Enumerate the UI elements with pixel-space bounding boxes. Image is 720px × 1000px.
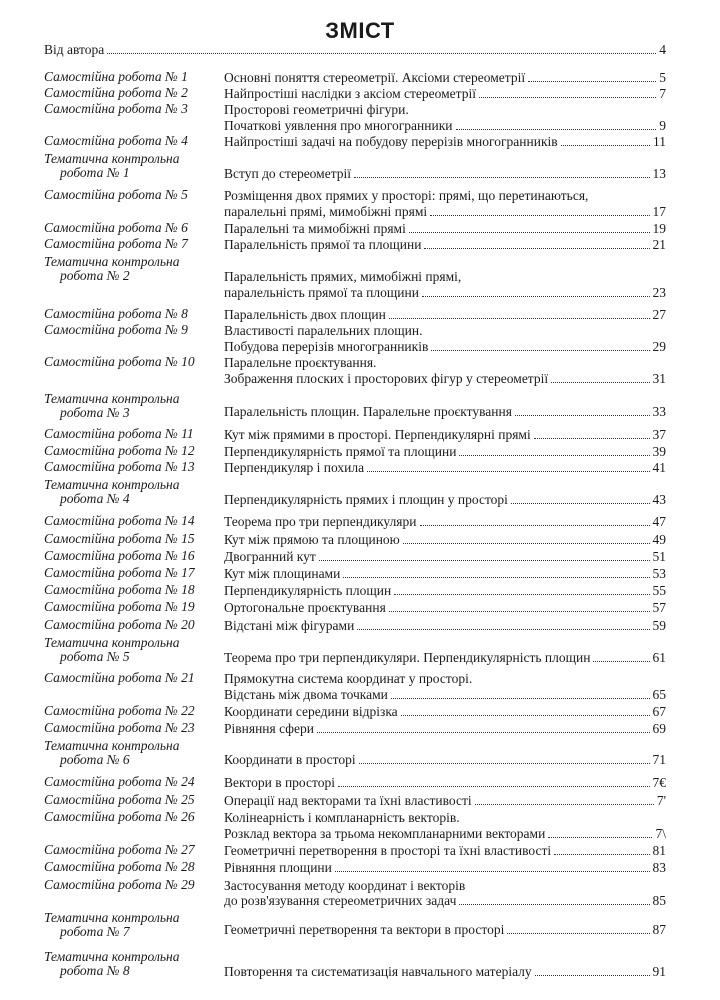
dot-leader: [335, 871, 650, 872]
toc-entry-label-line: робота № 2: [60, 268, 130, 283]
toc-entry-label-line: Тематична контрольна: [44, 254, 180, 269]
toc-page-number: 53: [652, 566, 666, 581]
toc-entry-title-line: [224, 704, 666, 719]
dot-leader: [479, 97, 656, 98]
toc-entry-title-line: [224, 964, 666, 979]
toc-entry-label: [44, 566, 224, 580]
toc-entry-label-line: Тематична контрольна: [44, 151, 180, 166]
toc-entry-title: Вступ до стереометрії: [224, 166, 352, 181]
toc-entry-label-line: робота № 6: [60, 752, 130, 767]
toc-entry-title: Перпендикулярність площин: [224, 583, 392, 598]
toc-entry-label-line: Самостійна робота № 18: [44, 582, 195, 597]
toc-entry-title-line: [224, 285, 666, 300]
toc-entry-title-line: [224, 860, 666, 875]
toc-entry-title: Паралельне проєктування.: [224, 355, 377, 370]
toc-entry-title-line: [224, 793, 666, 808]
toc-page-number: 61: [652, 650, 666, 665]
toc-page-number: 29: [652, 339, 666, 354]
toc-entry-label: [44, 911, 224, 939]
dot-leader: [422, 296, 650, 297]
dot-leader: [459, 904, 649, 905]
toc-entry-title: Повторення та систематизація навчального матеріалу: [224, 964, 532, 979]
toc-entry-label: [44, 532, 224, 546]
toc-entry-label: [44, 307, 224, 321]
toc-entry-label-line: робота № 4: [60, 491, 130, 506]
dot-leader: [367, 471, 649, 472]
dot-leader: [319, 560, 650, 561]
toc-page-number: 57: [652, 600, 666, 615]
toc-entry-label-line: Самостійна робота № 12: [44, 443, 195, 458]
toc-entry-title: Основні поняття стереометрії. Аксіоми стереометрії: [224, 70, 526, 85]
dot-leader: [456, 129, 657, 130]
toc-page-number: 33: [652, 404, 666, 419]
toc-entry-title: Паралельність площин. Паралельне проєктування: [224, 404, 512, 419]
toc-entry-title-line: [224, 460, 666, 475]
toc-entry-title-line: [224, 427, 666, 442]
toc-entry-label-line: Тематична контрольна: [44, 738, 180, 753]
toc-entry-title-line: [224, 721, 666, 736]
toc-entry-label-line: Самостійна робота № 14: [44, 513, 195, 528]
toc-entry-title-line: [224, 323, 666, 338]
toc-entry-label-line: Самостійна робота № 11: [44, 426, 194, 441]
toc-entry-label: [44, 793, 224, 807]
toc-entry-title: Координати в просторі: [224, 752, 356, 767]
toc-entry-title: Відстані між фігурами: [224, 618, 355, 633]
toc-entry-title: Кут між прямою та площиною: [224, 532, 400, 547]
dot-leader: [551, 382, 649, 383]
toc-entry-title-line: [224, 600, 666, 615]
dot-leader: [459, 455, 649, 456]
toc-page-number: 7€: [652, 775, 666, 790]
toc-entry-label: [44, 460, 224, 474]
toc-entry-title-line: [224, 843, 666, 858]
toc-page-number: 87: [652, 922, 666, 937]
toc-page-number: 7: [659, 86, 666, 101]
toc-entry-title-line: [224, 221, 666, 236]
toc-page-number: 11: [653, 134, 666, 149]
toc-entry-title: Геометричні перетворення в просторі та їхні властивості: [224, 843, 552, 858]
dot-leader: [317, 732, 650, 733]
toc-entry-title: Паралельні та мимобіжні прямі: [224, 221, 406, 236]
toc-entry-title: паралельні прямі, мимобіжні прямі: [224, 204, 428, 219]
toc-entry-label-line: Тематична контрольна: [44, 910, 180, 925]
toc-page-number: 85: [652, 893, 666, 908]
toc-entry-title-line: [224, 339, 666, 354]
toc-entry-title-line: [224, 237, 666, 252]
toc-entry-label: [44, 843, 224, 857]
toc-entry-label-line: Самостійна робота № 1: [44, 69, 188, 84]
page-title: ЗМІСТ: [325, 18, 395, 43]
toc-entry-title: Операції над векторами та їхні властивості: [224, 793, 472, 808]
toc-entry-label-line: робота № 5: [60, 649, 130, 664]
toc-entry-label-line: Самостійна робота № 26: [44, 809, 195, 824]
toc-entry-label: [44, 237, 224, 251]
toc-entry-label-line: Самостійна робота № 10: [44, 354, 195, 369]
toc-entry-title-line: [224, 549, 666, 564]
toc-entry-title-line: [224, 307, 666, 322]
toc-page-number: 7': [656, 793, 666, 808]
toc-entry-label-line: Самостійна робота № 16: [44, 548, 195, 563]
toc-entry-title: Від автора: [44, 42, 105, 57]
toc-page-number: 5: [659, 70, 666, 85]
toc-entry-title: Теорема про три перпендикуляри: [224, 514, 417, 529]
toc-entry-label: [44, 70, 224, 84]
toc-entry-title: Теорема про три перпендикуляри. Перпендикулярність площин: [224, 650, 591, 665]
dot-leader: [389, 611, 650, 612]
toc-entry-title: Перпендикуляр і похила: [224, 460, 365, 475]
dot-leader: [507, 933, 649, 934]
toc-page-number: 51: [652, 549, 666, 564]
dot-leader: [430, 215, 649, 216]
toc-page-number: 55: [652, 583, 666, 598]
toc-page-number: 13: [652, 166, 666, 181]
toc-entry-label: [44, 950, 224, 978]
toc-entry-title-line: [224, 269, 666, 284]
dot-leader: [401, 715, 650, 716]
toc-entry-title: Колінеарність і компланарність векторів.: [224, 810, 460, 825]
toc-entry-label-line: Самостійна робота № 22: [44, 703, 195, 718]
toc-entry-title-line: [224, 583, 666, 598]
dot-leader: [534, 438, 650, 439]
toc-entry-title-line: [224, 355, 666, 370]
toc-entry-label-line: Самостійна робота № 2: [44, 85, 188, 100]
toc-entry-title: Прямокутна система координат у просторі.: [224, 671, 473, 686]
toc-entry-label: [44, 600, 224, 614]
toc-entry-title: Геометричні перетворення та вектори в просторі: [224, 922, 505, 937]
toc-page-number: 91: [652, 964, 666, 979]
toc-entry-title-line: [224, 618, 666, 633]
toc-entry-title: Властивості паралельних площин.: [224, 323, 423, 338]
dot-leader: [357, 629, 649, 630]
toc-entry-title: Зображення плоских і просторових фігур у стереометрії: [224, 371, 549, 386]
toc-entry-title: Перпендикулярність прямої та площини: [224, 444, 457, 459]
toc-entry-title-line: [224, 188, 666, 203]
toc-entry-label-line: Самостійна робота № 7: [44, 236, 188, 251]
toc-entry-title: Перпендикулярність прямих і площин у просторі: [224, 492, 508, 507]
toc-entry-label: [44, 549, 224, 563]
toc-entry-title-line: [224, 566, 666, 581]
toc-entry-label: [44, 775, 224, 789]
toc-entry-label-line: Самостійна робота № 23: [44, 720, 195, 735]
toc-entry-title: Рівняння площини: [224, 860, 332, 875]
toc-entry-label-line: Самостійна робота № 19: [44, 599, 195, 614]
dot-leader: [394, 594, 649, 595]
toc-entry-label: [44, 514, 224, 528]
toc-entry-title-line: [224, 752, 666, 767]
toc-entry-label: [44, 704, 224, 718]
toc-page-number: 83: [652, 860, 666, 875]
toc-page-number: 69: [652, 721, 666, 736]
toc-entry-label-line: Самостійна робота № 25: [44, 792, 195, 807]
toc-entry-label: [44, 152, 224, 180]
toc-entry-title: Найпростіші задачі на побудову перерізів многогранників: [224, 134, 558, 149]
toc-entry-label-line: Самостійна робота № 24: [44, 774, 195, 789]
toc-entry-label-line: Самостійна робота № 28: [44, 859, 195, 874]
toc-entry-title-line: [224, 826, 666, 841]
toc-entry-label: [44, 221, 224, 235]
toc-entry-label: [44, 721, 224, 735]
dot-leader: [389, 318, 650, 319]
toc-entry-label: [44, 636, 224, 664]
toc-page-number: 17: [652, 204, 666, 219]
toc-entry-title: Координати середини відрізка: [224, 704, 398, 719]
dot-leader: [554, 854, 649, 855]
toc-entry-label: [44, 134, 224, 148]
toc-entry-label-line: Самостійна робота № 20: [44, 617, 195, 632]
toc-page-number: 9: [659, 118, 666, 133]
toc-page-number: 65: [652, 687, 666, 702]
toc-entry-title-line: [224, 86, 666, 101]
toc-entry-label-line: Тематична контрольна: [44, 391, 180, 406]
toc-entry-label-line: робота № 8: [60, 963, 130, 978]
toc-page-number: 47: [652, 514, 666, 529]
toc-entry-label-line: Самостійна робота № 9: [44, 322, 188, 337]
toc-entry-title: Розміщення двох прямих у просторі: прямі, що перетинаються,: [224, 188, 589, 203]
toc-page-number: 31: [652, 371, 666, 386]
toc-entry-label-line: Самостійна робота № 21: [44, 670, 195, 685]
toc-entry-label-line: Самостійна робота № 13: [44, 459, 195, 474]
dot-leader: [593, 661, 649, 662]
toc-entry-label: [44, 355, 224, 369]
dot-leader: [511, 503, 650, 504]
toc-page-number: 49: [652, 532, 666, 547]
toc-entry-label: [44, 444, 224, 458]
toc-entry-title-line: [224, 404, 666, 419]
toc-entry-title-line: [224, 166, 666, 181]
dot-leader: [420, 525, 650, 526]
toc-entry-title: Паралельність прямих, мимобіжні прямі,: [224, 269, 462, 284]
toc-entry-title-line: [224, 70, 666, 85]
dot-leader: [343, 577, 649, 578]
toc-entry-title: Вектори в просторі: [224, 775, 335, 790]
toc-entry-label: [44, 188, 224, 202]
toc-entry-title: Двогранний кут: [224, 549, 316, 564]
toc-entry-label: [44, 86, 224, 100]
toc-entry-title-line: [224, 134, 666, 149]
toc-page-number: 67: [652, 704, 666, 719]
toc-entry-label: [44, 878, 224, 892]
toc-entry-label-line: робота № 1: [60, 165, 130, 180]
dot-leader: [431, 350, 649, 351]
toc-entry-label-line: Тематична контрольна: [44, 477, 180, 492]
toc-entry-label-line: Самостійна робота № 5: [44, 187, 188, 202]
toc-entry-title: Побудова перерізів многогранників: [224, 339, 429, 354]
toc-entry-label-line: Тематична контрольна: [44, 949, 180, 964]
toc-entry-title-line: [224, 492, 666, 507]
toc-entry-title: Відстань між двома точками: [224, 687, 388, 702]
toc-entry-title-line: [224, 118, 666, 133]
toc-entry-title: Рівняння сфери: [224, 721, 314, 736]
toc-page-number: 37: [652, 427, 666, 442]
toc-page-number: 19: [652, 221, 666, 236]
toc-entry-title-line: [224, 671, 666, 686]
toc-entry-label-line: Самостійна робота № 17: [44, 565, 195, 580]
dot-leader: [391, 698, 650, 699]
toc-page-number: 81: [652, 843, 666, 858]
toc-entry-title-line: [224, 102, 666, 117]
dot-leader: [548, 837, 652, 838]
toc-page-number: 4: [659, 42, 666, 57]
toc-entry-label: [44, 860, 224, 874]
toc-entry-title-line: [224, 514, 666, 529]
toc-entry-label: [44, 102, 224, 116]
toc-entry-title: Розклад вектора за трьома некомпланарними векторами: [224, 826, 546, 841]
dot-leader: [515, 415, 650, 416]
dot-leader: [475, 804, 654, 805]
toc-entry-title-line: [224, 810, 666, 825]
toc-page-number: 71: [652, 752, 666, 767]
toc-entry-label-line: робота № 7: [60, 924, 130, 939]
toc-entry-label-line: Самостійна робота № 8: [44, 306, 188, 321]
toc-entry-label: [44, 739, 224, 767]
toc-page-number: 43: [652, 492, 666, 507]
toc-entry-title-line: [224, 922, 666, 937]
toc-entry-label-line: Самостійна робота № 4: [44, 133, 188, 148]
toc-entry-title-line: [224, 650, 666, 665]
toc-entry-title-line: [224, 878, 666, 893]
toc-entry-label: [44, 810, 224, 824]
toc-page-number: 41: [652, 460, 666, 475]
toc-entry-title-line: [224, 893, 666, 908]
toc-page-number: 23: [652, 285, 666, 300]
dot-leader: [424, 248, 649, 249]
toc-page-number: 59: [652, 618, 666, 633]
toc-entry-title-line: [224, 204, 666, 219]
toc-entry-title: Початкові уявлення про многогранники: [224, 118, 453, 133]
toc-entry-title: до розв'язування стереометричних задач: [224, 893, 457, 908]
toc-entry-label-line: Тематична контрольна: [44, 635, 180, 650]
toc-page-number: 21: [652, 237, 666, 252]
toc-entry-label-line: робота № 3: [60, 405, 130, 420]
toc-page-number: 27: [652, 307, 666, 322]
toc-entry-title-line: [224, 371, 666, 386]
toc-entry-title-line: [224, 532, 666, 547]
toc-entry-title: Паралельність двох площин: [224, 307, 386, 322]
toc-entry-title: Найпростіші наслідки з аксіом стереометрії: [224, 86, 476, 101]
dot-leader: [561, 145, 650, 146]
toc-entry-label: [44, 255, 224, 283]
toc-entry-title: Просторові геометричні фігури.: [224, 102, 409, 117]
dot-leader: [354, 177, 649, 178]
toc-entry-title: Кут між площинами: [224, 566, 341, 581]
dot-leader: [528, 81, 656, 82]
dot-leader: [403, 543, 650, 544]
toc-entry-label: [44, 392, 224, 420]
toc-entry-title: Ортогональне проєктування: [224, 600, 386, 615]
toc-entry-label: [44, 323, 224, 337]
toc-entry-label-line: Самостійна робота № 3: [44, 101, 188, 116]
toc-entry-label: [44, 583, 224, 597]
toc-entry-label-line: Самостійна робота № 29: [44, 877, 195, 892]
toc-entry-title: Паралельність прямої та площини: [224, 237, 422, 252]
toc-entry-title-line: [224, 687, 666, 702]
dot-leader: [359, 763, 650, 764]
toc-entry-label-line: Самостійна робота № 15: [44, 531, 195, 546]
toc-entry-title: паралельність прямої та площини: [224, 285, 419, 300]
toc-entry-title: Кут між прямими в просторі. Перпендикулярні прямі: [224, 427, 531, 442]
toc-entry-label-line: Самостійна робота № 6: [44, 220, 188, 235]
toc-entry-title-line: [224, 775, 666, 790]
dot-leader: [338, 786, 650, 787]
toc-page-number: 39: [652, 444, 666, 459]
toc-page-number: 7\: [655, 826, 666, 841]
toc-entry-label: [44, 427, 224, 441]
toc-entry-title: Застосування методу координат і векторів: [224, 878, 466, 893]
toc-entry-label: [44, 478, 224, 506]
toc-entry-label-line: Самостійна робота № 27: [44, 842, 195, 857]
dot-leader: [409, 232, 650, 233]
toc-entry-title-line: [224, 444, 666, 459]
dot-leader: [535, 975, 650, 976]
toc-entry-label: [44, 618, 224, 632]
toc-entry-label: [44, 671, 224, 685]
